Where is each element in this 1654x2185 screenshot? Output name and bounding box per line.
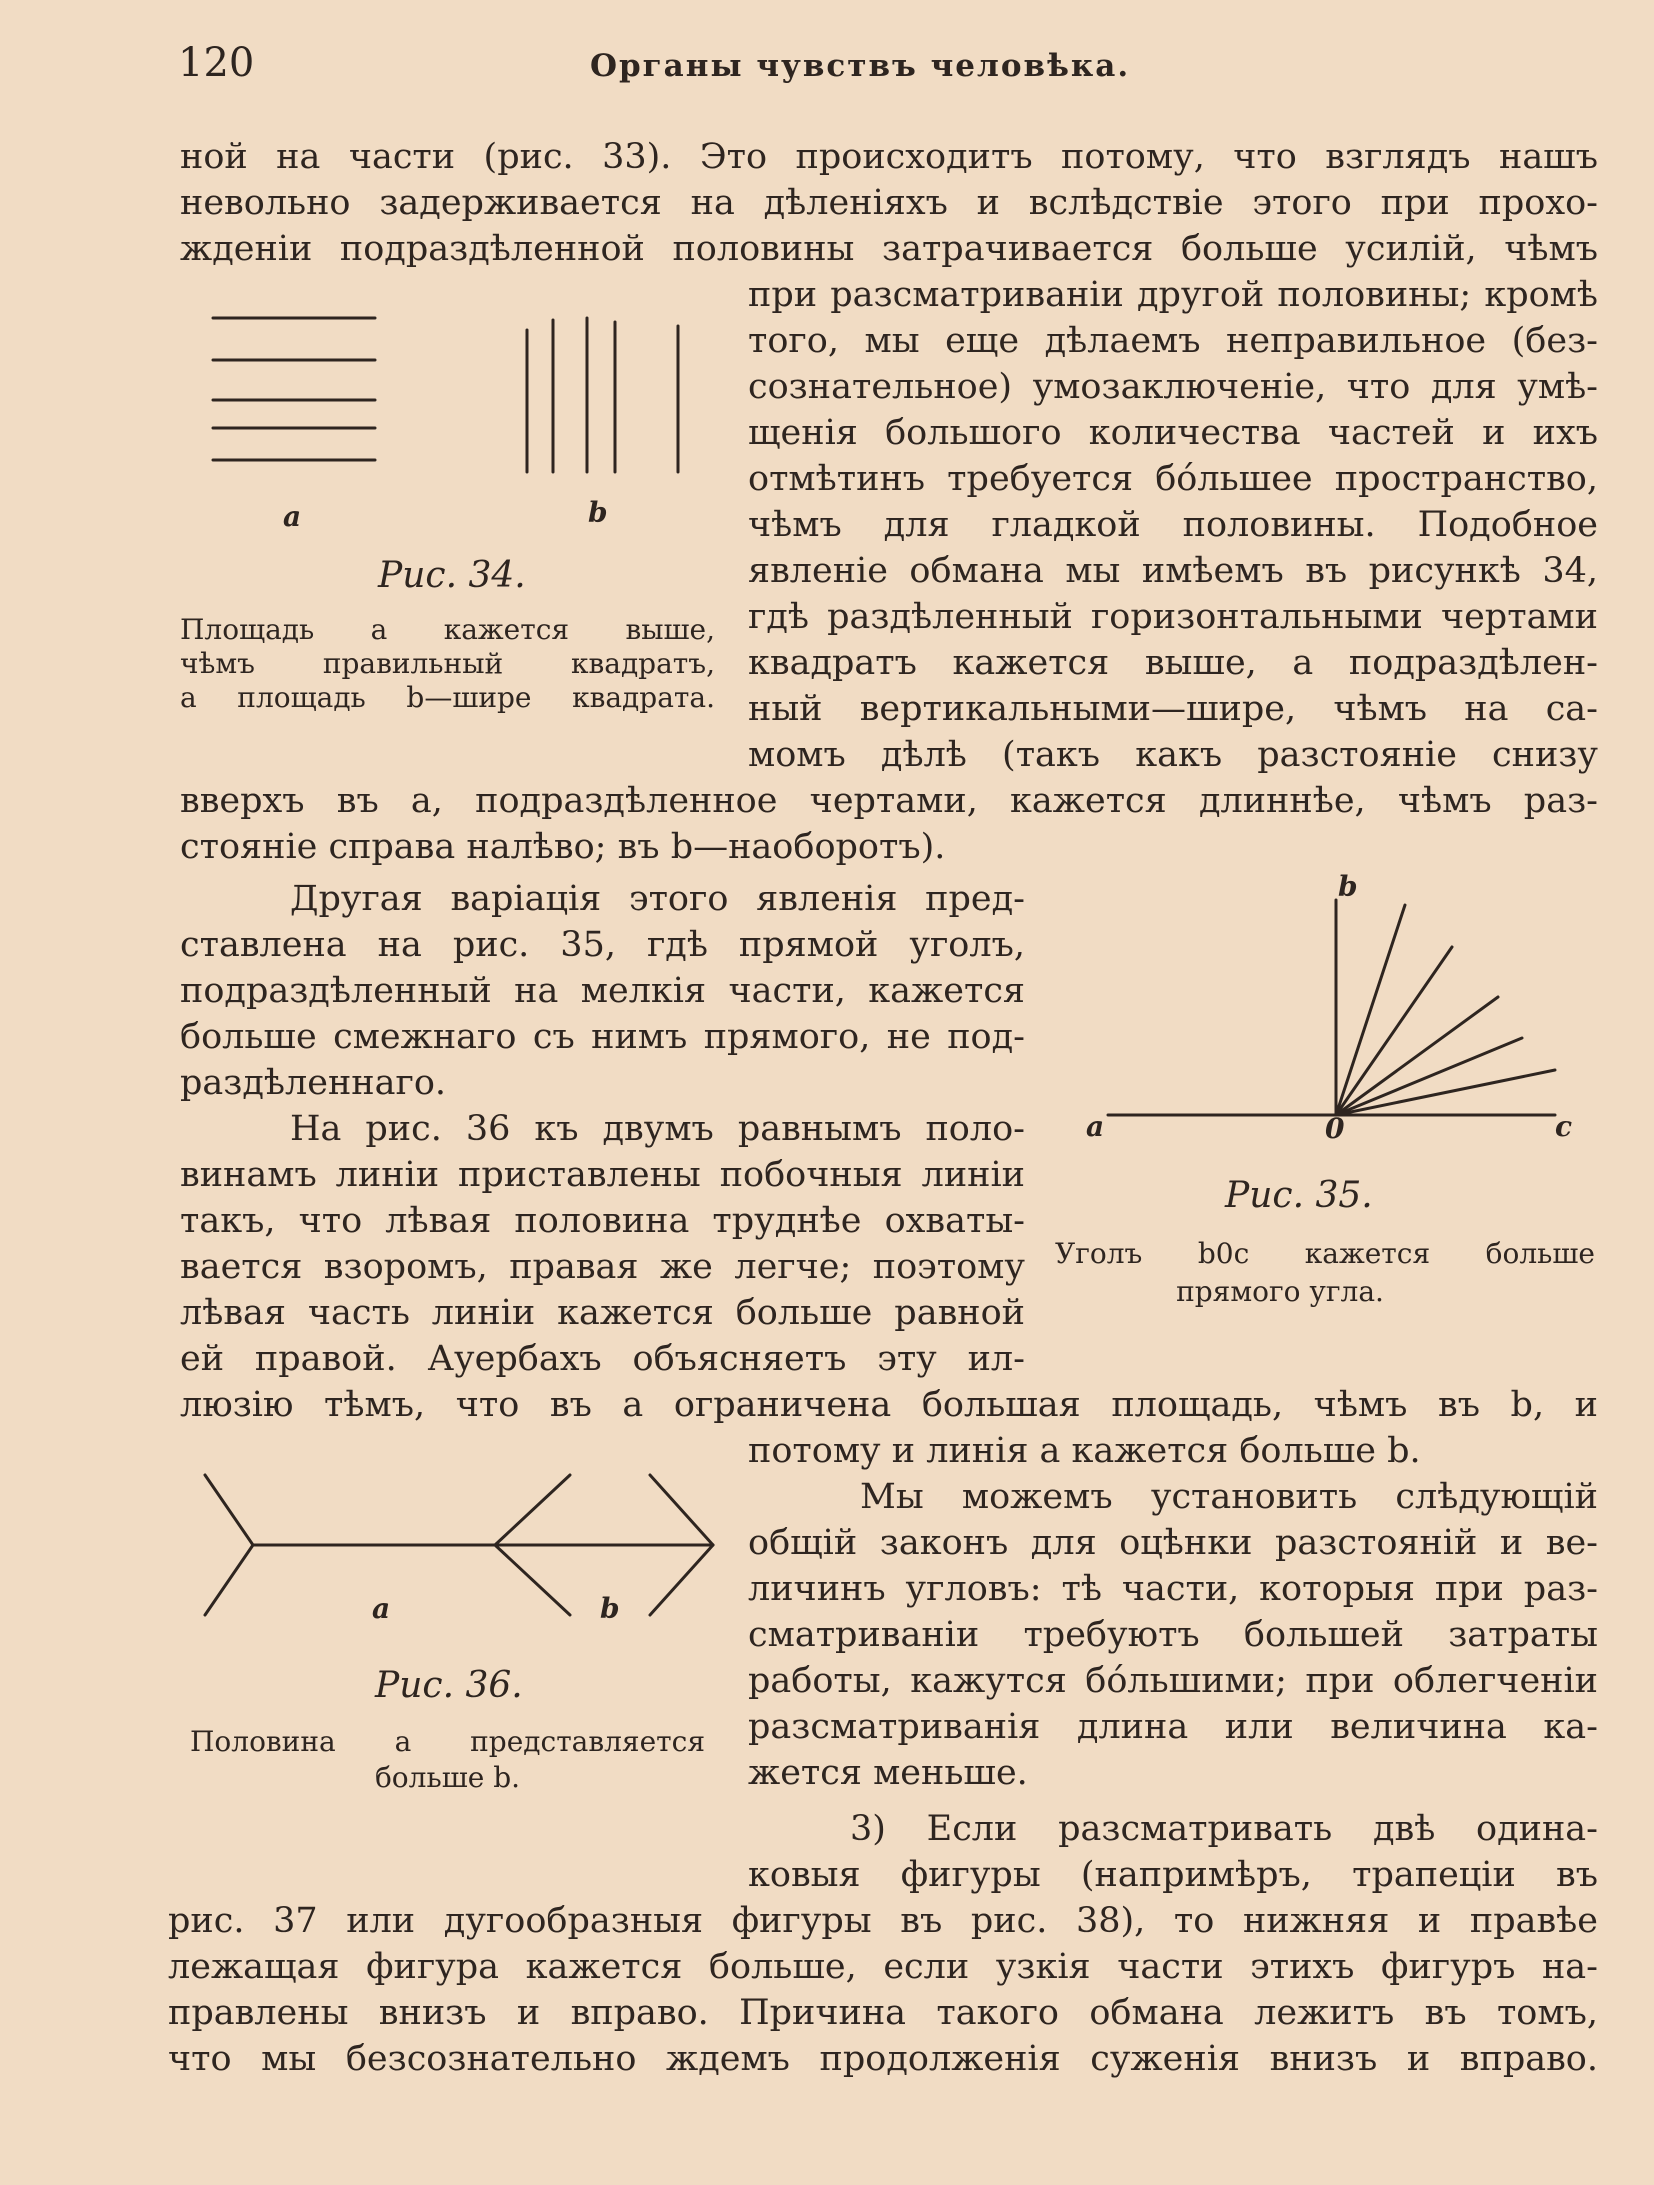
- text-line: вается взоромъ, правая же легче; поэтому: [180, 1247, 1025, 1287]
- text-line: люзію тѣмъ, что въ a ограничена большая площадь, чѣмъ въ b, и: [180, 1385, 1598, 1425]
- text-line: больше смежнаго съ нимъ прямого, не под-: [180, 1017, 1025, 1057]
- text-line: раздѣленнаго.: [180, 1063, 447, 1103]
- text-line: лежащая фигура кажется больше, если узкія части этихъ фигуръ на-: [168, 1947, 1598, 1987]
- text-line: ей правой. Ауербахъ объясняетъ эту ил-: [180, 1339, 1025, 1379]
- text-line: подраздѣленный на мелкія части, кажется: [180, 971, 1025, 1011]
- fig36-in-arrow: [495, 1545, 570, 1615]
- fig34-label-b: b: [588, 496, 608, 529]
- fig34-caption-line: чѣмъ правильный квадратъ,: [180, 648, 715, 680]
- page-number: 120: [178, 40, 255, 86]
- text-line: общій законъ для оцѣнки разстояній и ве-: [748, 1523, 1598, 1563]
- text-line: ковыя фигуры (напримѣръ, трапеціи въ: [748, 1855, 1598, 1895]
- text-line: На рис. 36 къ двумъ равнымъ поло-: [290, 1109, 1025, 1149]
- fig34-label-a: a: [283, 500, 302, 533]
- text-line: явленіе обмана мы имѣемъ въ рисункѣ 34,: [748, 551, 1598, 591]
- fig36-caption-line: Половина a представляется: [190, 1726, 705, 1758]
- text-line: 3) Если разсматривать двѣ одина-: [850, 1809, 1598, 1849]
- text-line: момъ дѣлѣ (такъ какъ разстояніе снизу: [748, 735, 1598, 775]
- text-line: чѣмъ для гладкой половины. Подобное: [748, 505, 1598, 545]
- figure-36-drawing: [195, 1465, 725, 1630]
- text-line: винамъ линіи приставлены побочныя линіи: [180, 1155, 1025, 1195]
- fig34-caption-line: Площадь a кажется выше,: [180, 614, 715, 646]
- fig35-label-o: 0: [1325, 1112, 1345, 1145]
- fig34-title: Рис. 34.: [378, 555, 526, 596]
- text-line: жденіи подраздѣленной половины затрачивается больше усилій, чѣмъ: [180, 229, 1598, 269]
- fig35-label-c: c: [1555, 1110, 1573, 1143]
- fig36-label-a: a: [372, 1592, 391, 1625]
- text-line: разсматриванія длина или величина ка-: [748, 1707, 1598, 1747]
- fig35-caption-line: прямого угла.: [1176, 1276, 1384, 1308]
- fig35-caption-line: Уголъ b0c кажется больше: [1055, 1238, 1595, 1270]
- text-line: при разсматриваніи другой половины; кромѣ: [748, 275, 1598, 315]
- fig34-caption-line: а площадь b—шире квадрата.: [180, 682, 715, 714]
- text-line: личинъ угловъ: тѣ части, которыя при раз-: [748, 1569, 1598, 1609]
- fig35-ray: [1336, 905, 1405, 1115]
- text-line: правлены внизъ и вправо. Причина такого обмана лежитъ въ томъ,: [168, 1993, 1598, 2033]
- figure-35-drawing: [1080, 880, 1580, 1140]
- fig36-out-arrow: [650, 1475, 713, 1545]
- fig35-title: Рис. 35.: [1225, 1175, 1373, 1216]
- text-line: рис. 37 или дугообразныя фигуры въ рис. 38), то нижняя и правѣе: [168, 1901, 1598, 1941]
- fig36-in-arrow: [495, 1475, 570, 1545]
- text-line: жется меньше.: [748, 1753, 1028, 1793]
- text-line: работы, кажутся бо́льшими; при облегченіи: [748, 1661, 1598, 1701]
- text-line: сматриваніи требуютъ большей затраты: [748, 1615, 1598, 1655]
- text-line: ный вертикальными—шире, чѣмъ на са-: [748, 689, 1598, 729]
- text-line: вверхъ въ a, подраздѣленное чертами, кажется длиннѣе, чѣмъ раз-: [180, 781, 1598, 821]
- text-line: гдѣ раздѣленный горизонтальными чертами: [748, 597, 1598, 637]
- fig36-out-arrow: [205, 1475, 253, 1545]
- text-line: стояніе справа налѣво; въ b—наоборотъ).: [180, 827, 946, 867]
- text-line: лѣвая часть линіи кажется больше равной: [180, 1293, 1025, 1333]
- fig35-label-b: b: [1338, 870, 1358, 903]
- text-line: ной на части (рис. 33). Это происходитъ потому, что взглядъ нашъ: [180, 137, 1598, 177]
- text-line: сознательное) умозаключеніе, что для умѣ-: [748, 367, 1598, 407]
- text-line: ставлена на рис. 35, гдѣ прямой уголъ,: [180, 925, 1025, 965]
- fig36-out-arrow: [205, 1545, 253, 1615]
- fig36-title: Рис. 36.: [375, 1665, 523, 1706]
- fig36-out-arrow: [650, 1545, 713, 1615]
- text-line: такъ, что лѣвая половина труднѣе охваты-: [180, 1201, 1025, 1241]
- running-title: Органы чувствъ человѣка.: [590, 48, 1131, 84]
- fig35-label-a: a: [1086, 1110, 1105, 1143]
- text-line: Другая варіація этого явленія пред-: [290, 879, 1025, 919]
- text-line: квадратъ кажется выше, а подраздѣлен-: [748, 643, 1598, 683]
- fig36-label-b: b: [600, 1592, 620, 1625]
- text-line: невольно задерживается на дѣленіяхъ и вслѣдствіе этого при прохо-: [180, 183, 1598, 223]
- text-line: отмѣтинъ требуется бо́льшее пространство,: [748, 459, 1598, 499]
- fig36-caption-line: больше b.: [374, 1762, 521, 1794]
- text-line: того, мы еще дѣлаемъ неправильное (без-: [748, 321, 1598, 361]
- text-line: Мы можемъ установить слѣдующій: [860, 1477, 1598, 1517]
- text-line: щенія большого количества частей и ихъ: [748, 413, 1598, 453]
- figure-34-drawing: [205, 300, 685, 480]
- text-line: что мы безсознательно ждемъ продолженія суженія внизъ и вправо.: [168, 2039, 1598, 2079]
- text-line: потому и линія a кажется больше b.: [748, 1431, 1421, 1471]
